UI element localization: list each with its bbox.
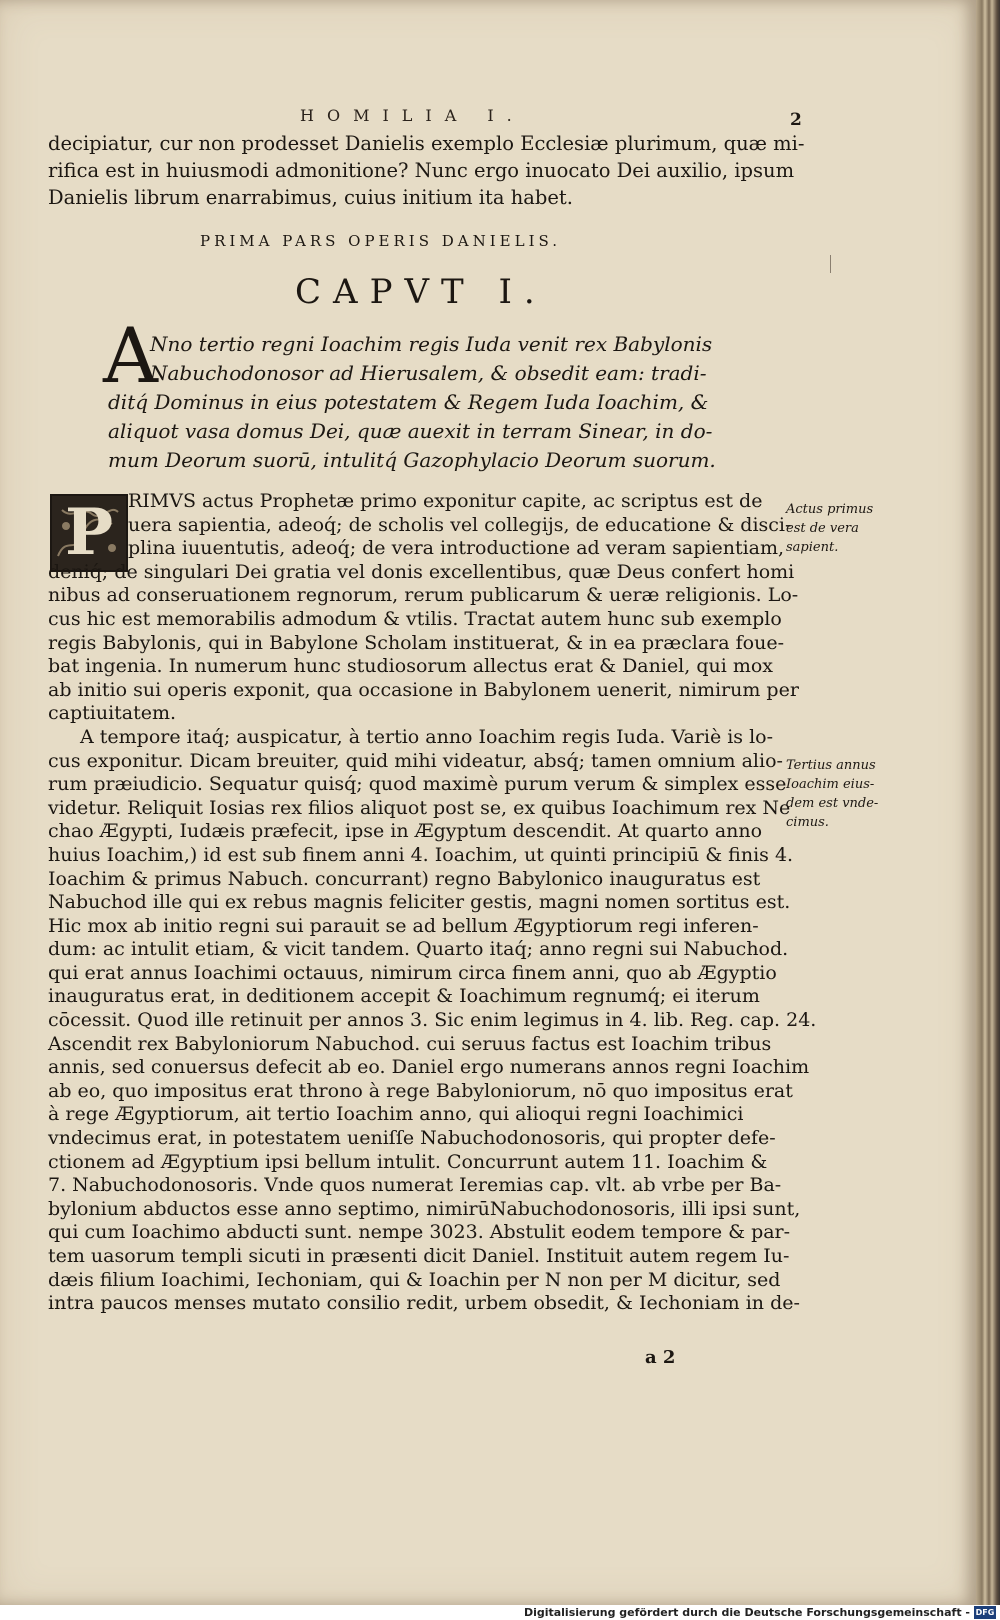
signature-mark: a 2 [645, 1347, 676, 1368]
text-line: chao Ægypti, Iudæis præfecit, ipse in Ægyptum descendit. At quarto anno [48, 820, 763, 843]
verse-initial: A [103, 311, 158, 400]
running-head: HOMILIA I. [300, 106, 525, 125]
drop-cap-letter: P [64, 495, 114, 570]
commentary-body [48, 490, 817, 1316]
text-line: captiuitatem. [48, 702, 177, 725]
text-line: inauguratus erat, in deditionem accepit & Ioachimum regnumq́; ei iterum [48, 985, 760, 1008]
verse-line: Nno tertio regni Ioachim regis Iuda venit rex Babylonis [150, 332, 713, 356]
section-heading: PRIMA PARS OPERIS DANIELIS. [200, 232, 562, 250]
text-line: uera sapientia, adeoq́; de scholis vel collegijs, de educatione & disci- [128, 513, 792, 536]
margin-note-line: cimus. [786, 815, 829, 830]
page-number: 2 [790, 110, 802, 130]
text-line: bylonium abductos esse anno septimo, nimirūNabuchodonosoris, illi ipsi sunt, [48, 1197, 801, 1220]
margin-note-line: Actus primus [786, 502, 874, 517]
text-line: cus exponitur. Dicam breuiter, quid mihi videatur, absq́; tamen omnium alio- [48, 749, 783, 772]
text-line: qui cum Ioachimo abducti sunt. nempe 3023. Abstulit eodem tempore & par- [48, 1221, 791, 1244]
text-line: rum præiudicio. Sequatur quisq́; quod maximè purum verum & simplex esse [48, 773, 787, 796]
scripture-verse [108, 330, 750, 475]
text-line: cus hic est memorabilis admodum & vtilis. Tractat autem hunc sub exemplo [48, 607, 782, 630]
margin-note-line: Ioachim eius- [786, 777, 875, 792]
text-line: rifica est in huiusmodi admonitione? Nunc ergo inuocato Dei auxilio, ipsum [48, 159, 795, 182]
text-line: decipiatur, cur non prodesset Danielis exemplo Ecclesiæ plurimum, quæ mi- [48, 132, 805, 155]
text-line: Ascendit rex Babyloniorum Nabuchod. cui seruus factus est Ioachim tribus [48, 1032, 772, 1055]
text-line: A tempore itaq́; auspicatur, à tertio anno Ioachim regis Iuda. Variè is lo- [80, 725, 774, 748]
text-line: cōcessit. Quod ille retinuit per annos 3. Sic enim legimus in 4. lib. Reg. cap. 24. [48, 1009, 817, 1032]
verse-line: Nabuchodonosor ad Hierusalem, & obsedit eam: tradi- [150, 361, 707, 385]
verse-line: mum Deorum suorū, intulitq́ Gazophylacio Deorum suorum. [108, 448, 716, 472]
text-line: dum: ac intulit etiam, & vicit tandem. Quarto itaq́; anno regni sui Nabuchod. [48, 938, 789, 961]
margin-note-line: est de vera [786, 521, 859, 536]
text-line: nibus ad conseruationem regnorum, rerum publicarum & ueræ religionis. Lo- [48, 584, 799, 607]
margin-note-line: sapient. [786, 540, 839, 555]
intro-paragraph [48, 130, 805, 211]
text-line: qui erat annus Ioachimi octauus, nimirum circa finem anni, quo ab Ægyptio [48, 961, 777, 984]
dfg-logo: DFG [975, 1608, 995, 1617]
text-line: tem uasorum templi sicuti in præsenti dicit Daniel. Instituit autem regem Iu- [48, 1245, 790, 1267]
margin-note [786, 500, 873, 557]
text-line: Hic mox ab initio regni sui parauit se ad bellum Ægyptiorum regi inferen- [48, 914, 759, 937]
text-line: huius Ioachim,) id est sub finem anni 4. Ioachim, ut quinti principiū & finis 4. [48, 843, 794, 866]
digitization-footer [0, 1605, 1000, 1620]
text-line: ab initio sui operis exponit, qua occasione in Babylonem uenerit, nimirum per [48, 678, 799, 701]
chapter-heading: CAPVT I. [295, 272, 547, 312]
margin-note-line: Tertius annus [786, 758, 876, 773]
text-line: Nabuchod ille qui ex rebus magnis feliciter gestis, magni nomen sortitus est. [48, 891, 791, 914]
text-line: annis, sed conuersus defecit ab eo. Daniel ergo numerans annos regni Ioachim [48, 1056, 810, 1079]
text-line: regis Babylonis, qui in Babylone Scholam instituerat, & in ea præclara foue- [48, 631, 784, 654]
text-line: deniq́; de singulari Dei gratia vel donis excellentibus, quæ Deus confert homi [48, 560, 795, 583]
text-line: plina iuuentutis, adeoq́; de vera introductione ad veram sapientiam, [128, 537, 785, 560]
text-line: à rege Ægyptiorum, ait tertio Ioachim anno, qui alioqui regni Ioachimici [48, 1103, 744, 1126]
text-line: ab eo, quo impositus erat throno à rege Babyloniorum, nō quo impositus erat [48, 1079, 793, 1102]
text-line: intra paucos menses mutato consilio redit, urbem obsedit, & Iechoniam in de- [48, 1292, 800, 1315]
text-line: vndecimus erat, in potestatem ueniſſe Nabuchodonosoris, qui propter defe- [48, 1127, 776, 1150]
text-line: Ioachim & primus Nabuch. concurrant) regno Babylonico inauguratus est [48, 867, 761, 890]
verse-line: ditq́ Dominus in eius potestatem & Regem Iuda Ioachim, & [108, 390, 709, 414]
margin-note-line: dem est vnde- [786, 796, 879, 811]
text-line: ctionem ad Ægyptium ipsi bellum intulit. Concurrunt autem 11. Ioachim & [48, 1150, 768, 1173]
footer-credit: Digitalisierung gefördert durch die Deutsche Forschungsgemeinschaft - [523, 1606, 970, 1619]
pencil-mark [830, 255, 831, 273]
text-line: 7. Nabuchodonosoris. Vnde quos numerat Ieremias cap. vlt. ab vrbe per Ba- [48, 1174, 782, 1197]
margin-note [786, 756, 878, 832]
text-line: videtur. Reliquit Iosias rex filios aliquot post se, ex quibus Ioachimum rex Ne [48, 796, 791, 819]
text-line: dæis filium Ioachimi, Iechoniam, qui & Ioachin per N non per M dicitur, sed [48, 1268, 781, 1291]
verse-line: aliquot vasa domus Dei, quæ auexit in terram Sinear, in do- [108, 419, 713, 443]
text-line: Danielis librum enarrabimus, cuius initium ita habet. [48, 186, 573, 209]
text-line: RIMVS actus Prophetæ primo exponitur capite, ac scriptus est de [128, 490, 763, 512]
text-line: bat ingenia. In numerum hunc studiosorum allectus erat & Daniel, qui mox [48, 655, 774, 678]
book-page-edge [976, 0, 1000, 1605]
